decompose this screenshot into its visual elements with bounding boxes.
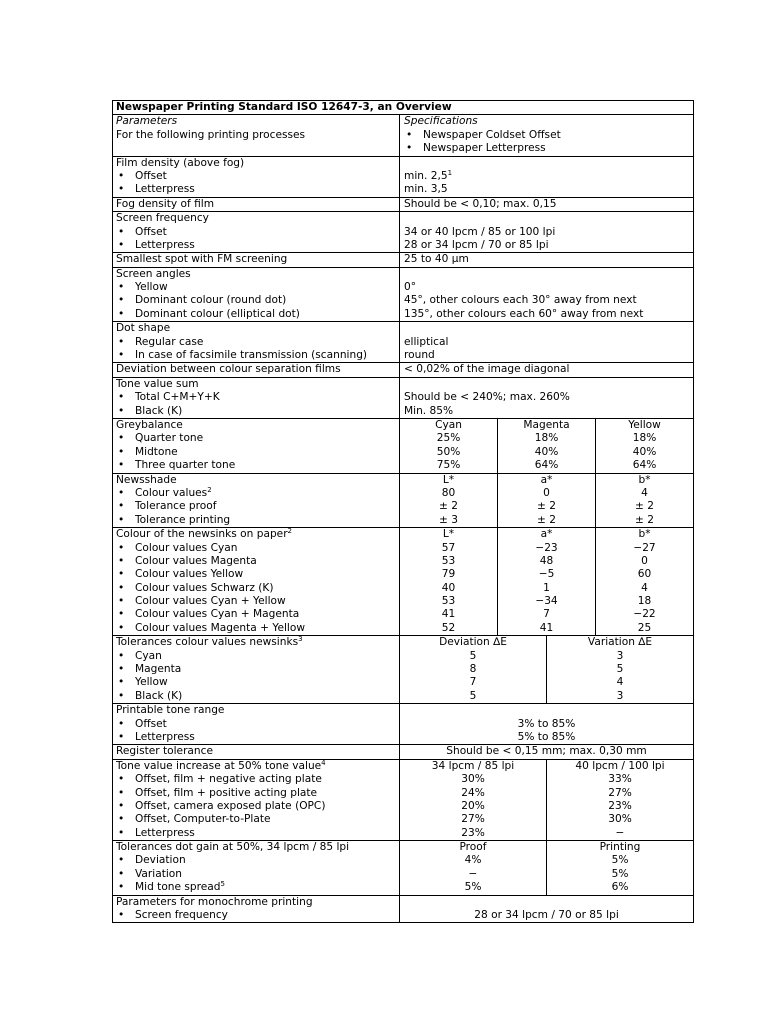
specification-column: [400, 253, 693, 266]
specification-column: [400, 129, 693, 156]
specification-cell: [400, 474, 693, 528]
parameter-item: • Colour values Cyan + Yellow: [118, 595, 286, 608]
bullet-icon: •: [118, 854, 125, 867]
specification-value: 30%: [461, 773, 485, 786]
section-newsinks-colour: [113, 527, 693, 635]
parameter-item: • Colour values Schwarz (K): [118, 581, 274, 594]
section-tolerances-newsinks: [113, 635, 693, 703]
bullet-icon: •: [118, 799, 125, 812]
specification-value: 28 or 34 lpcm / 70 or 85 lpi: [404, 238, 549, 251]
bullet-icon: •: [118, 621, 125, 634]
parameter-cell: [113, 322, 400, 362]
specification-column: [400, 745, 693, 758]
specification-value: 0: [641, 554, 648, 567]
specification-value: 27%: [461, 813, 485, 826]
section-printing-processes: [113, 129, 693, 156]
bullet-icon: •: [118, 238, 125, 251]
specification-value: 48: [539, 554, 554, 567]
specification-value: [400, 212, 693, 225]
parameter-cell: [113, 704, 400, 744]
section-monochrome: [113, 895, 693, 923]
specification-value: Should be < 0,10; max. 0,15: [404, 197, 557, 210]
specification-cell: [400, 745, 693, 758]
parameter-item: • Letterpress: [118, 730, 195, 743]
specification-value: [400, 157, 693, 170]
specification-value: ± 3: [439, 513, 458, 526]
parameter-item: • Offset, Computer-to-Plate: [118, 813, 271, 826]
footnote-marker: 5: [220, 881, 225, 889]
section-deviation-separation: [113, 362, 693, 376]
bullet-icon: •: [118, 445, 125, 458]
specification-cell: [400, 896, 693, 923]
specification-column: [400, 363, 693, 376]
specification-column: [546, 760, 693, 840]
specification-value: 60: [637, 568, 652, 581]
specification-value: 79: [441, 568, 456, 581]
specification-value: 25: [637, 621, 652, 634]
specification-cell: [400, 528, 693, 635]
specification-column: [400, 322, 693, 362]
specification-cell: [400, 212, 693, 252]
specification-value: ± 2: [537, 500, 556, 513]
parameter-item: • Black (K): [118, 689, 183, 702]
specification-value: ± 2: [635, 513, 654, 526]
specification-column: [497, 528, 595, 635]
parameter-cell: [113, 745, 400, 758]
parameter-item: • Three quarter tone: [118, 459, 236, 472]
specification-cell: [400, 419, 693, 473]
specification-cell: [400, 253, 693, 266]
specification-value: • Newspaper Letterpress: [406, 142, 546, 155]
bullet-icon: •: [406, 128, 413, 141]
specification-value: 7: [469, 676, 477, 689]
bullet-icon: •: [118, 909, 125, 922]
specification-column: [400, 760, 546, 840]
specification-cell: [400, 129, 693, 156]
specification-value: 8: [469, 663, 477, 676]
specification-value: 41: [441, 608, 456, 621]
parameter-cell: [113, 636, 400, 703]
specification-value: 53: [441, 595, 456, 608]
parameter-item: • Colour values Cyan: [118, 541, 238, 554]
parameter-item: • Offset: [118, 225, 167, 238]
parameter-cell: [113, 212, 400, 252]
specification-value: 41: [539, 621, 554, 634]
specification-value: < 0,02% of the image diagonal: [404, 363, 570, 376]
bullet-icon: •: [118, 581, 125, 594]
bullet-icon: •: [118, 676, 125, 689]
bullet-icon: •: [118, 663, 125, 676]
bullet-icon: •: [118, 786, 125, 799]
specification-column: [546, 841, 693, 895]
bullet-icon: •: [118, 349, 125, 362]
specification-column: [595, 474, 693, 528]
specification-column: [400, 474, 497, 528]
specification-column: [400, 841, 546, 895]
specification-value: 6%: [611, 881, 629, 894]
specification-value: 18%: [534, 432, 559, 445]
parameter-cell: [113, 363, 400, 376]
parameter-item: • Offset: [118, 717, 167, 730]
parameter-item: • Letterpress: [118, 183, 195, 196]
specification-column: [400, 378, 693, 418]
parameter-label: Dot shape: [116, 322, 171, 335]
specification-cell: [400, 841, 693, 895]
specification-value: 34 lpcm / 85 lpi: [431, 759, 515, 772]
specification-value: 75%: [436, 459, 461, 472]
parameter-item: • Total C+M+Y+K: [118, 391, 220, 404]
specification-value: Variation ∆E: [587, 636, 653, 649]
parameter-label: Greybalance: [116, 418, 183, 431]
specification-value: Should be < 0,15 mm; max. 0,30 mm: [446, 745, 647, 758]
specification-column: [400, 528, 497, 635]
specification-value: elliptical: [404, 335, 449, 348]
parameter-cell: [113, 419, 400, 473]
specification-value: 5: [616, 663, 624, 676]
section-screen-frequency: [113, 211, 693, 252]
parameter-item: • Tolerance printing: [118, 513, 231, 526]
specification-column: [400, 157, 693, 197]
bullet-icon: •: [118, 391, 125, 404]
footnote-marker: 4: [321, 759, 326, 767]
bullet-icon: •: [118, 554, 125, 567]
specification-value: [400, 378, 693, 391]
bullet-icon: •: [118, 595, 125, 608]
bullet-icon: •: [118, 225, 125, 238]
specification-cell: [400, 760, 693, 840]
specification-column: [400, 419, 497, 473]
bullet-icon: •: [118, 867, 125, 880]
parameter-cell: [113, 198, 400, 211]
specification-value: [400, 896, 693, 909]
specification-value: Cyan: [435, 418, 462, 431]
specification-value: [400, 268, 693, 281]
bullet-icon: •: [118, 541, 125, 554]
specification-value: ± 2: [635, 500, 654, 513]
specification-column: [497, 474, 595, 528]
specification-value: ± 2: [537, 513, 556, 526]
specification-cell: [400, 157, 693, 197]
section-tone-value-increase: [113, 759, 693, 840]
table-title: Newspaper Printing Standard ISO 12647-3, an Overview: [116, 101, 452, 113]
specification-column: [400, 704, 693, 744]
specification-value: 7: [543, 608, 550, 621]
section-printable-tone-range: [113, 703, 693, 744]
bullet-icon: •: [118, 404, 125, 417]
bullet-icon: •: [118, 294, 125, 307]
specification-cell: [400, 322, 693, 362]
parameter-cell: [113, 896, 400, 923]
specification-value: 28 or 34 lpcm / 70 or 85 lpi: [474, 909, 619, 922]
parameter-item: • Letterpress: [118, 826, 195, 839]
section-dot-shape: [113, 321, 693, 362]
specification-value: 18: [637, 595, 652, 608]
parameter-label: Tolerances dot gain at 50%, 34 lpcm / 85 lpi: [116, 841, 350, 854]
specification-column: [400, 268, 693, 322]
parameter-cell: [113, 129, 400, 156]
footnote-marker: 1: [447, 169, 453, 177]
specification-value: Should be < 240%; max. 260%: [404, 391, 570, 404]
parameter-label: Smallest spot with FM screening: [116, 253, 288, 266]
bullet-icon: •: [118, 773, 125, 786]
parameter-label: Tone value sum: [116, 377, 199, 390]
header-specifications: Specifications: [404, 115, 478, 128]
section-dot-gain-tolerances: [113, 840, 693, 895]
parameter-item: • In case of facsimile transmission (scanning): [118, 349, 368, 362]
specification-value: 5: [469, 649, 477, 662]
specification-value: Printing: [599, 841, 641, 854]
specification-value: • Newspaper Coldset Offset: [406, 128, 561, 141]
bullet-icon: •: [118, 881, 125, 894]
footnote-marker: 2: [207, 486, 212, 494]
specification-column: [400, 896, 693, 923]
section-tone-value-sum: [113, 377, 693, 418]
specification-value: ± 2: [439, 500, 458, 513]
parameter-item: • Offset, camera exposed plate (OPC): [118, 799, 326, 812]
specification-value: −22: [633, 608, 656, 621]
bullet-icon: •: [118, 813, 125, 826]
specification-value: min. $2,5^1$: [404, 169, 453, 182]
parameter-item: • Dominant colour (elliptical dot): [118, 307, 300, 320]
parameter-item: • Black (K): [118, 404, 183, 417]
parameter-label: Screen angles: [116, 267, 191, 280]
parameter-item: • Regular case: [118, 335, 204, 348]
section-smallest-spot: [113, 252, 693, 266]
parameter-item: • Yellow: [118, 676, 168, 689]
parameter-item: • Variation: [118, 867, 182, 880]
parameter-cell: [113, 268, 400, 322]
specification-cell: [400, 198, 693, 211]
header-row: [113, 114, 693, 128]
specification-value: L*: [442, 528, 455, 541]
specification-value: 4%: [464, 854, 482, 867]
specification-value: 20%: [461, 799, 485, 812]
specification-value: 53: [441, 554, 456, 567]
specification-column: [400, 198, 693, 211]
specification-value: b*: [638, 473, 651, 486]
header-parameters: Parameters: [116, 115, 178, 128]
parameter-cell: [113, 378, 400, 418]
specification-value: 25 to 40 µm: [404, 253, 469, 266]
specification-value: 4: [616, 676, 624, 689]
bullet-icon: •: [118, 513, 125, 526]
section-fog-density: [113, 197, 693, 211]
parameter-label: Film density (above fog): [116, 156, 245, 169]
parameter-item: • Cyan: [118, 649, 162, 662]
bullet-icon: •: [118, 335, 125, 348]
bullet-icon: •: [118, 689, 125, 702]
specification-value: 0°: [404, 281, 417, 294]
specification-value: 4: [641, 581, 648, 594]
specification-value: 64%: [534, 459, 559, 472]
parameter-item: • Tolerance proof: [118, 500, 217, 513]
bullet-icon: •: [118, 183, 125, 196]
parameter-item: • Letterpress: [118, 238, 195, 251]
specification-value: 30%: [608, 813, 632, 826]
parameter-label: Fog density of film: [116, 197, 215, 210]
specification-value: 24%: [461, 786, 485, 799]
bullet-icon: •: [118, 717, 125, 730]
parameter-cell: [113, 528, 400, 635]
parameter-item: • Screen frequency: [118, 909, 228, 922]
specification-cell: [400, 636, 693, 703]
specification-value: Yellow: [628, 418, 661, 431]
specification-value: [400, 704, 693, 717]
specification-value: 3: [616, 649, 624, 662]
specification-column: [400, 636, 546, 703]
specification-cell: [400, 378, 693, 418]
specification-column: [595, 528, 693, 635]
parameter-label: For the following printing processes: [116, 128, 306, 141]
parameter-item: • Colour values Yellow: [118, 568, 244, 581]
specification-value: −: [615, 826, 625, 839]
specification-value: a*: [540, 528, 553, 541]
parameter-item: • Offset, film + negative acting plate: [118, 773, 322, 786]
title-row: [113, 101, 693, 114]
parameter-label: Tolerances colour values newsinks$^3$: [116, 636, 303, 649]
specification-value: 25%: [436, 432, 461, 445]
specification-value: 45°, other colours each 30° away from next: [404, 294, 637, 307]
parameter-item: • Colour values Cyan + Magenta: [118, 608, 300, 621]
specification-cell: [400, 363, 693, 376]
specification-value: 5: [469, 689, 477, 702]
parameter-item: • Offset: [118, 169, 167, 182]
specification-value: Proof: [459, 841, 487, 854]
parameter-item: • Magenta: [118, 663, 182, 676]
specification-value: 3% to 85%: [517, 717, 576, 730]
specification-value: 40: [441, 581, 456, 594]
specification-value: 40 lpcm / 100 lpi: [575, 759, 665, 772]
specification-value: 40%: [534, 445, 559, 458]
specification-value: Min. 85%: [404, 404, 454, 417]
specification-value: 52: [441, 621, 456, 634]
specification-value: 5% to 85%: [517, 730, 576, 743]
parameter-label: Screen frequency: [116, 212, 209, 225]
section-screen-angles: [113, 267, 693, 322]
parameter-label: Register tolerance: [116, 745, 213, 758]
specification-value: Magenta: [523, 418, 570, 431]
parameter-cell: [113, 474, 400, 528]
specification-value: 34 or 40 lpcm / 85 or 100 lpi: [404, 225, 556, 238]
parameter-cell: [113, 253, 400, 266]
parameter-cell: [113, 157, 400, 197]
standard-table: [112, 100, 694, 923]
specification-value: 50%: [436, 445, 461, 458]
bullet-icon: •: [118, 649, 125, 662]
specification-value: a*: [540, 473, 553, 486]
specification-value: 23%: [461, 826, 485, 839]
specification-value: −5: [538, 568, 555, 581]
specification-value: 40%: [632, 445, 657, 458]
bullet-icon: •: [406, 142, 413, 155]
parameter-label: Printable tone range: [116, 704, 225, 717]
footnote-marker: 2: [287, 528, 293, 536]
bullet-icon: •: [118, 169, 125, 182]
parameter-item: • Colour values Magenta: [118, 554, 257, 567]
parameter-cell: [113, 841, 400, 895]
parameter-item: • Midtone: [118, 445, 178, 458]
bullet-icon: •: [118, 307, 125, 320]
parameter-item: • Offset, film + positive acting plate: [118, 786, 318, 799]
specification-value: −23: [535, 541, 558, 554]
bullet-icon: •: [118, 459, 125, 472]
bullet-icon: •: [118, 281, 125, 294]
parameter-item: • Colour values Magenta + Yellow: [118, 621, 306, 634]
parameter-item: • Quarter tone: [118, 432, 204, 445]
parameter-cell: [113, 760, 400, 840]
bullet-icon: •: [118, 568, 125, 581]
specification-value: 23%: [608, 799, 632, 812]
bullet-icon: •: [118, 608, 125, 621]
bullet-icon: •: [118, 432, 125, 445]
parameter-item: • Colour values$^2$: [118, 486, 212, 499]
specification-value: 5%: [611, 867, 629, 880]
specification-value: −27: [633, 541, 656, 554]
specification-value: 33%: [608, 773, 632, 786]
specification-value: 135°, other colours each 60° away from next: [404, 307, 644, 320]
specification-value: 4: [641, 486, 648, 499]
section-newsshade: [113, 473, 693, 528]
section-film-density: [113, 156, 693, 197]
specification-value: 0: [543, 486, 550, 499]
parameter-label: Colour of the newsinks on paper$^2$: [116, 528, 293, 541]
bullet-icon: •: [118, 486, 125, 499]
specification-cell: [400, 268, 693, 322]
footnote-marker: 3: [298, 636, 303, 644]
specification-value: 1: [543, 581, 550, 594]
specification-value: L*: [442, 473, 455, 486]
parameter-label: Tone value increase at 50% tone value$^4$: [116, 759, 326, 772]
specification-value: 27%: [608, 786, 632, 799]
specification-value: 80: [441, 486, 456, 499]
specification-column: [546, 636, 693, 703]
specification-cell: [400, 704, 693, 744]
specification-value: b*: [638, 528, 651, 541]
specification-value: 3: [616, 689, 624, 702]
specification-value: 5%: [464, 881, 482, 894]
specification-value: 5%: [611, 854, 629, 867]
specification-column: [595, 419, 693, 473]
parameter-label: Parameters for monochrome printing: [116, 895, 313, 908]
section-register-tolerance: [113, 744, 693, 758]
bullet-icon: •: [118, 730, 125, 743]
specification-value: min. 3,5: [404, 183, 448, 196]
specification-value: [400, 322, 693, 335]
parameter-label: Deviation between colour separation films: [116, 363, 341, 376]
bullet-icon: •: [118, 500, 125, 513]
specification-value: round: [404, 349, 435, 362]
specification-value: 18%: [632, 432, 657, 445]
parameter-label: Newsshade: [116, 473, 177, 486]
specification-value: 57: [441, 541, 456, 554]
specification-value: Deviation ∆E: [439, 636, 507, 649]
bullet-icon: •: [118, 826, 125, 839]
specification-column: [497, 419, 595, 473]
section-greybalance: [113, 418, 693, 473]
specification-column: [400, 212, 693, 252]
parameter-item: • Mid tone spread$^5$: [118, 881, 225, 894]
specification-value: −: [468, 867, 478, 880]
parameter-item: • Dominant colour (round dot): [118, 294, 287, 307]
parameter-item: • Deviation: [118, 854, 186, 867]
specification-value: −34: [535, 595, 558, 608]
parameter-item: • Yellow: [118, 281, 168, 294]
specification-value: 64%: [632, 459, 657, 472]
